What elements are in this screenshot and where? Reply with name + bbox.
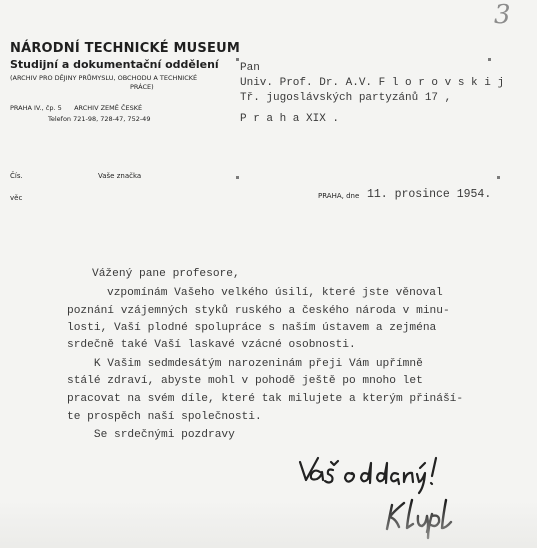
- institution-address: PRAHA IV., čp. 5 ARCHIV ZEMĚ ČESKÉ: [10, 104, 143, 112]
- recipient-line: Univ. Prof. Dr. A.V. F l o r o v s k i j: [240, 77, 505, 89]
- body-line: Se srdečnými pozdravy: [67, 429, 235, 441]
- reference-number-label: Čís.: [10, 172, 23, 180]
- recipient-line: Tř. jugoslávských partyzánů 17 ,: [240, 92, 452, 104]
- page-bottom-shading: [0, 500, 537, 548]
- body-line: losti, Vaší plodné spolupráce s naším ústavem a zejména: [67, 322, 437, 334]
- body-line: stálé zdraví, abyste mohl v pohodě ještě po mnoho let: [67, 375, 423, 387]
- institution-name: NÁRODNÍ TECHNICKÉ MUSEUM: [10, 41, 240, 56]
- date-place-label: PRAHA, dne: [318, 192, 360, 200]
- institution-phone: Telefon 721-98, 728-47, 752-49: [48, 115, 151, 123]
- letter-date: 11. prosince 1954.: [367, 188, 492, 201]
- body-line: poznání vzájemných styků ruského a českého národa v minu-: [67, 305, 450, 317]
- subject-label: věc: [10, 194, 23, 202]
- archive-note-line: PRÁCE): [130, 83, 154, 91]
- handwritten-closing: [300, 458, 436, 493]
- body-line: vzpomínám Vašeho velkého úsilí, které jste věnoval: [107, 287, 443, 299]
- body-line: srdečně také Vaší laskavé vzácné osobnosti.: [67, 339, 356, 351]
- salutation: Vážený pane profesore,: [92, 268, 240, 280]
- body-line: te prospěch naší společnosti.: [67, 411, 262, 423]
- recipient-line: Pan: [240, 62, 260, 74]
- department-name: Studijní a dokumentační oddělení: [10, 58, 219, 71]
- your-reference-label: Vaše značka: [98, 172, 142, 180]
- recipient-line: P r a h a XIX .: [240, 113, 340, 125]
- archive-note-line: (ARCHIV PRO DĚJINY PRŮMYSLU, OBCHODU A TECHNICKÉ: [10, 74, 198, 82]
- pencil-page-number: 3: [494, 0, 511, 30]
- body-line: K Vašim sedmdesátým narozeninám přeji Vám upřímně: [67, 358, 423, 370]
- body-line: pracovat na svém díle, které tak milujete a kterým přináší-: [67, 393, 464, 405]
